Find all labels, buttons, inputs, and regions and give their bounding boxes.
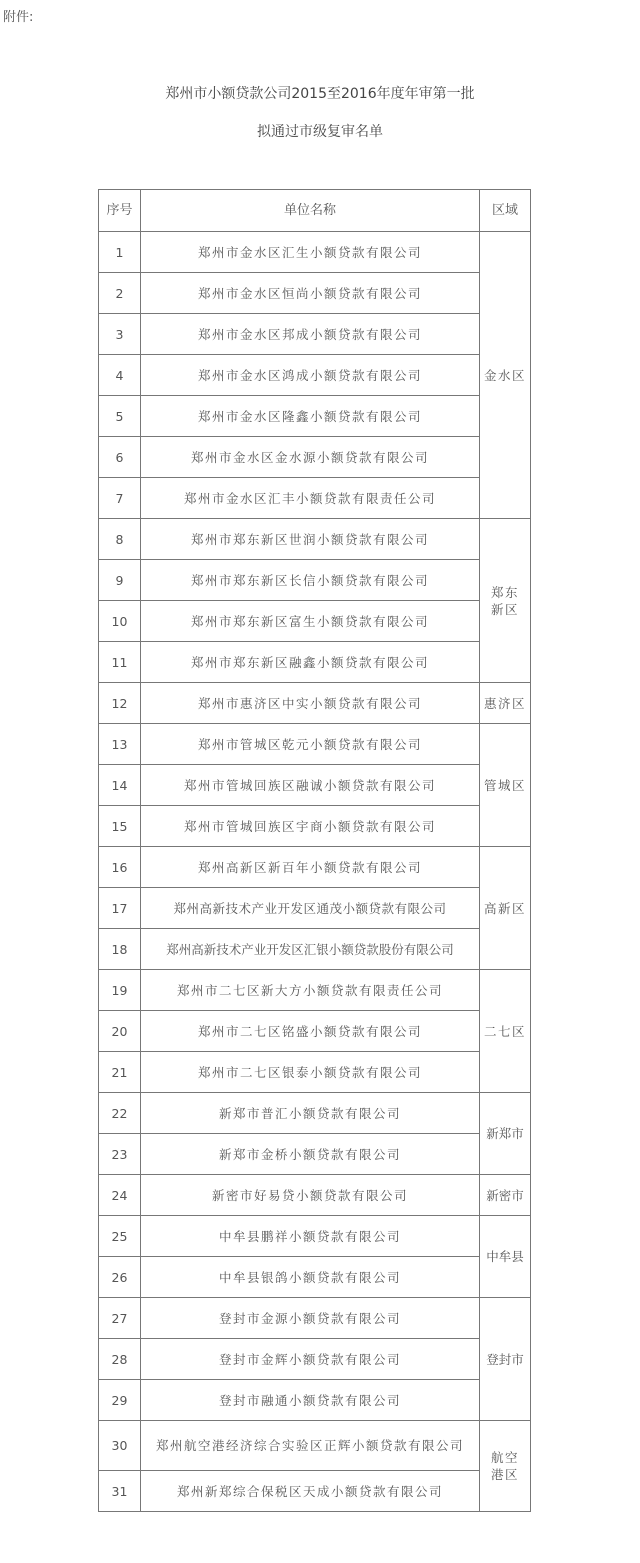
table-row xyxy=(99,560,531,601)
seq-cell: 23 xyxy=(99,1134,141,1175)
company-name-cell: 中牟县银鸽小额贷款有限公司 xyxy=(141,1257,480,1298)
company-name-cell: 新密市好易贷小额贷款有限公司 xyxy=(141,1175,480,1216)
seq-cell: 19 xyxy=(99,970,141,1011)
table-row xyxy=(99,1011,531,1052)
seq-cell: 21 xyxy=(99,1052,141,1093)
seq-cell: 31 xyxy=(99,1471,141,1512)
table-row xyxy=(99,1257,531,1298)
seq-cell: 28 xyxy=(99,1339,141,1380)
company-name-cell: 郑州市金水区隆鑫小额贷款有限公司 xyxy=(141,396,480,437)
company-name-cell: 郑州市二七区新大方小额贷款有限责任公司 xyxy=(141,970,480,1011)
approval-list-table xyxy=(98,189,531,1512)
region-cell: 新郑市 xyxy=(480,1093,531,1175)
seq-cell: 1 xyxy=(99,232,141,273)
table-row xyxy=(99,929,531,970)
company-name-cell: 郑州市管城回族区融诚小额贷款有限公司 xyxy=(141,765,480,806)
seq-cell: 5 xyxy=(99,396,141,437)
company-name-cell: 郑州高新技术产业开发区汇银小额贷款股份有限公司 xyxy=(141,929,480,970)
seq-cell: 17 xyxy=(99,888,141,929)
seq-cell: 26 xyxy=(99,1257,141,1298)
table-row xyxy=(99,847,531,888)
table-row xyxy=(99,355,531,396)
company-name-cell: 郑州市金水区恒尚小额贷款有限公司 xyxy=(141,273,480,314)
company-name-cell: 郑州市郑东新区融鑫小额贷款有限公司 xyxy=(141,642,480,683)
table-row xyxy=(99,970,531,1011)
header-region: 区域 xyxy=(480,190,531,232)
company-name-cell: 郑州市管城区乾元小额贷款有限公司 xyxy=(141,724,480,765)
region-cell: 郑东新区 xyxy=(480,519,531,683)
table-row xyxy=(99,1175,531,1216)
company-name-cell: 登封市金辉小额贷款有限公司 xyxy=(141,1339,480,1380)
seq-cell: 11 xyxy=(99,642,141,683)
table-row xyxy=(99,642,531,683)
region-cell: 航空港区 xyxy=(480,1421,531,1512)
company-name-cell: 郑州市郑东新区长信小额贷款有限公司 xyxy=(141,560,480,601)
region-cell: 登封市 xyxy=(480,1298,531,1421)
company-name-cell: 郑州高新技术产业开发区通茂小额贷款有限公司 xyxy=(141,888,480,929)
document-title: 郑州市小额贷款公司2015至2016年度年审第一批 xyxy=(165,86,475,102)
table-row xyxy=(99,683,531,724)
table-row xyxy=(99,1421,531,1471)
region-cell: 惠济区 xyxy=(480,683,531,724)
company-name-cell: 郑州市金水区邦成小额贷款有限公司 xyxy=(141,314,480,355)
document-subtitle: 拟通过市级复审名单 xyxy=(257,124,383,140)
region-cell: 管城区 xyxy=(480,724,531,847)
table-row xyxy=(99,724,531,765)
company-name-cell: 郑州新郑综合保税区天成小额贷款有限公司 xyxy=(141,1471,480,1512)
header-name: 单位名称 xyxy=(141,190,480,232)
seq-cell: 18 xyxy=(99,929,141,970)
company-name-cell: 郑州高新区新百年小额贷款有限公司 xyxy=(141,847,480,888)
seq-cell: 20 xyxy=(99,1011,141,1052)
seq-cell: 9 xyxy=(99,560,141,601)
region-cell: 中牟县 xyxy=(480,1216,531,1298)
seq-cell: 16 xyxy=(99,847,141,888)
seq-cell: 7 xyxy=(99,478,141,519)
table-row xyxy=(99,601,531,642)
table-row xyxy=(99,1380,531,1421)
table-row xyxy=(99,888,531,929)
company-name-cell: 新郑市普汇小额贷款有限公司 xyxy=(141,1093,480,1134)
attachment-label: 附件: xyxy=(3,10,34,25)
seq-cell: 25 xyxy=(99,1216,141,1257)
table-row xyxy=(99,314,531,355)
company-name-cell: 新郑市金桥小额贷款有限公司 xyxy=(141,1134,480,1175)
company-name-cell: 郑州市郑东新区富生小额贷款有限公司 xyxy=(141,601,480,642)
seq-cell: 14 xyxy=(99,765,141,806)
company-name-cell: 登封市融通小额贷款有限公司 xyxy=(141,1380,480,1421)
seq-cell: 12 xyxy=(99,683,141,724)
region-cell: 金水区 xyxy=(480,232,531,519)
seq-cell: 2 xyxy=(99,273,141,314)
table-row xyxy=(99,806,531,847)
table-row xyxy=(99,396,531,437)
company-name-cell: 中牟县鹏祥小额贷款有限公司 xyxy=(141,1216,480,1257)
company-name-cell: 郑州市郑东新区世润小额贷款有限公司 xyxy=(141,519,480,560)
company-name-cell: 郑州市金水区金水源小额贷款有限公司 xyxy=(141,437,480,478)
region-cell: 二七区 xyxy=(480,970,531,1093)
table-row xyxy=(99,1216,531,1257)
company-name-cell: 郑州市二七区铭盛小额贷款有限公司 xyxy=(141,1011,480,1052)
seq-cell: 27 xyxy=(99,1298,141,1339)
seq-cell: 15 xyxy=(99,806,141,847)
company-name-cell: 郑州市金水区鸿成小额贷款有限公司 xyxy=(141,355,480,396)
seq-cell: 8 xyxy=(99,519,141,560)
table-row xyxy=(99,232,531,273)
seq-cell: 22 xyxy=(99,1093,141,1134)
table-row xyxy=(99,765,531,806)
seq-cell: 29 xyxy=(99,1380,141,1421)
table-row xyxy=(99,1471,531,1512)
seq-cell: 3 xyxy=(99,314,141,355)
region-cell: 高新区 xyxy=(480,847,531,970)
table-row xyxy=(99,437,531,478)
seq-cell: 13 xyxy=(99,724,141,765)
header-seq: 序号 xyxy=(99,190,141,232)
region-cell: 新密市 xyxy=(480,1175,531,1216)
table-header-row xyxy=(99,190,531,232)
seq-cell: 24 xyxy=(99,1175,141,1216)
table-row xyxy=(99,1052,531,1093)
company-name-cell: 郑州市惠济区中实小额贷款有限公司 xyxy=(141,683,480,724)
seq-cell: 30 xyxy=(99,1421,141,1471)
company-name-cell: 郑州市金水区汇生小额贷款有限公司 xyxy=(141,232,480,273)
table-row xyxy=(99,478,531,519)
company-name-cell: 郑州市二七区银泰小额贷款有限公司 xyxy=(141,1052,480,1093)
company-name-cell: 登封市金源小额贷款有限公司 xyxy=(141,1298,480,1339)
table-row xyxy=(99,1093,531,1134)
company-name-cell: 郑州市金水区汇丰小额贷款有限责任公司 xyxy=(141,478,480,519)
table-row xyxy=(99,1298,531,1339)
seq-cell: 6 xyxy=(99,437,141,478)
table-row xyxy=(99,273,531,314)
table-row xyxy=(99,519,531,560)
seq-cell: 10 xyxy=(99,601,141,642)
table-row xyxy=(99,1134,531,1175)
company-name-cell: 郑州航空港经济综合实验区正辉小额贷款有限公司 xyxy=(141,1421,480,1471)
company-name-cell: 郑州市管城回族区宇商小额贷款有限公司 xyxy=(141,806,480,847)
table-row xyxy=(99,1339,531,1380)
seq-cell: 4 xyxy=(99,355,141,396)
